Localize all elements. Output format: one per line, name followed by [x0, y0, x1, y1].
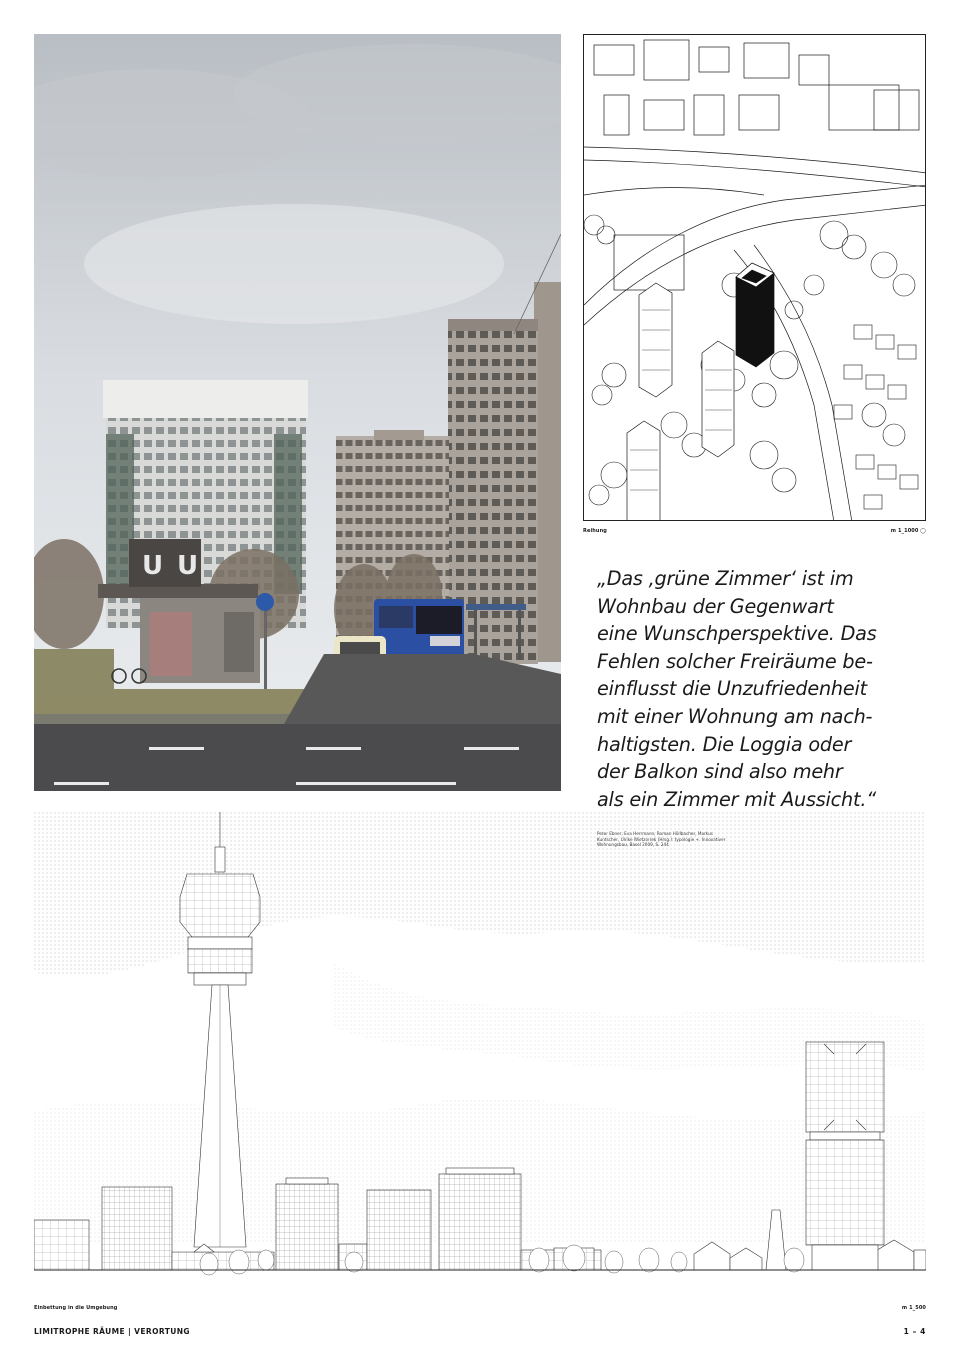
sign-letter-2: U [177, 551, 199, 581]
map-drawing [584, 35, 926, 521]
highlighted-tower [736, 263, 774, 367]
quote [597, 565, 935, 813]
street-photo [34, 34, 561, 791]
quote-line: Wohnbau der Gegenwart [597, 594, 834, 618]
skyline-caption: Einbettung in die Umgebung [34, 1305, 118, 1311]
footer-title: LIMITROPHE RÄUME | VERORTUNG [34, 1327, 190, 1336]
map-scale [860, 528, 926, 534]
quote-line: „Das ‚grüne Zimmer‘ ist im [597, 567, 854, 590]
skyline-scale: m 1_500 [901, 1305, 926, 1311]
quote-line: haltigsten. Die Loggia oder [597, 732, 852, 756]
quote-line: einflusst die Unzufriedenheit [597, 677, 867, 701]
axonometric-map [583, 34, 926, 521]
map-caption: Reihung [583, 528, 607, 534]
page-number: 1 – 4 [903, 1327, 926, 1336]
quote-line: Fehlen solcher Freiräume be- [597, 649, 873, 673]
quote-line: mit einer Wohnung am nach- [597, 704, 873, 728]
skyline-elevation [34, 812, 926, 1297]
skyline-drawing [34, 812, 926, 1297]
quote-line: als ein Zimmer mit Aussicht.“ [597, 787, 876, 811]
sign-letter-1: U [142, 551, 164, 581]
map-scale-text: m 1_1000 [890, 528, 919, 534]
quote-line: der Balkon sind also mehr [597, 760, 843, 784]
photo-illustration [34, 34, 561, 791]
quote-line: eine Wunschperspektive. Das [597, 622, 877, 646]
bmw-tower [806, 1042, 884, 1270]
sky-stipple [34, 812, 926, 977]
north-arrow-icon: ◯ [920, 528, 926, 534]
bus [374, 599, 464, 661]
